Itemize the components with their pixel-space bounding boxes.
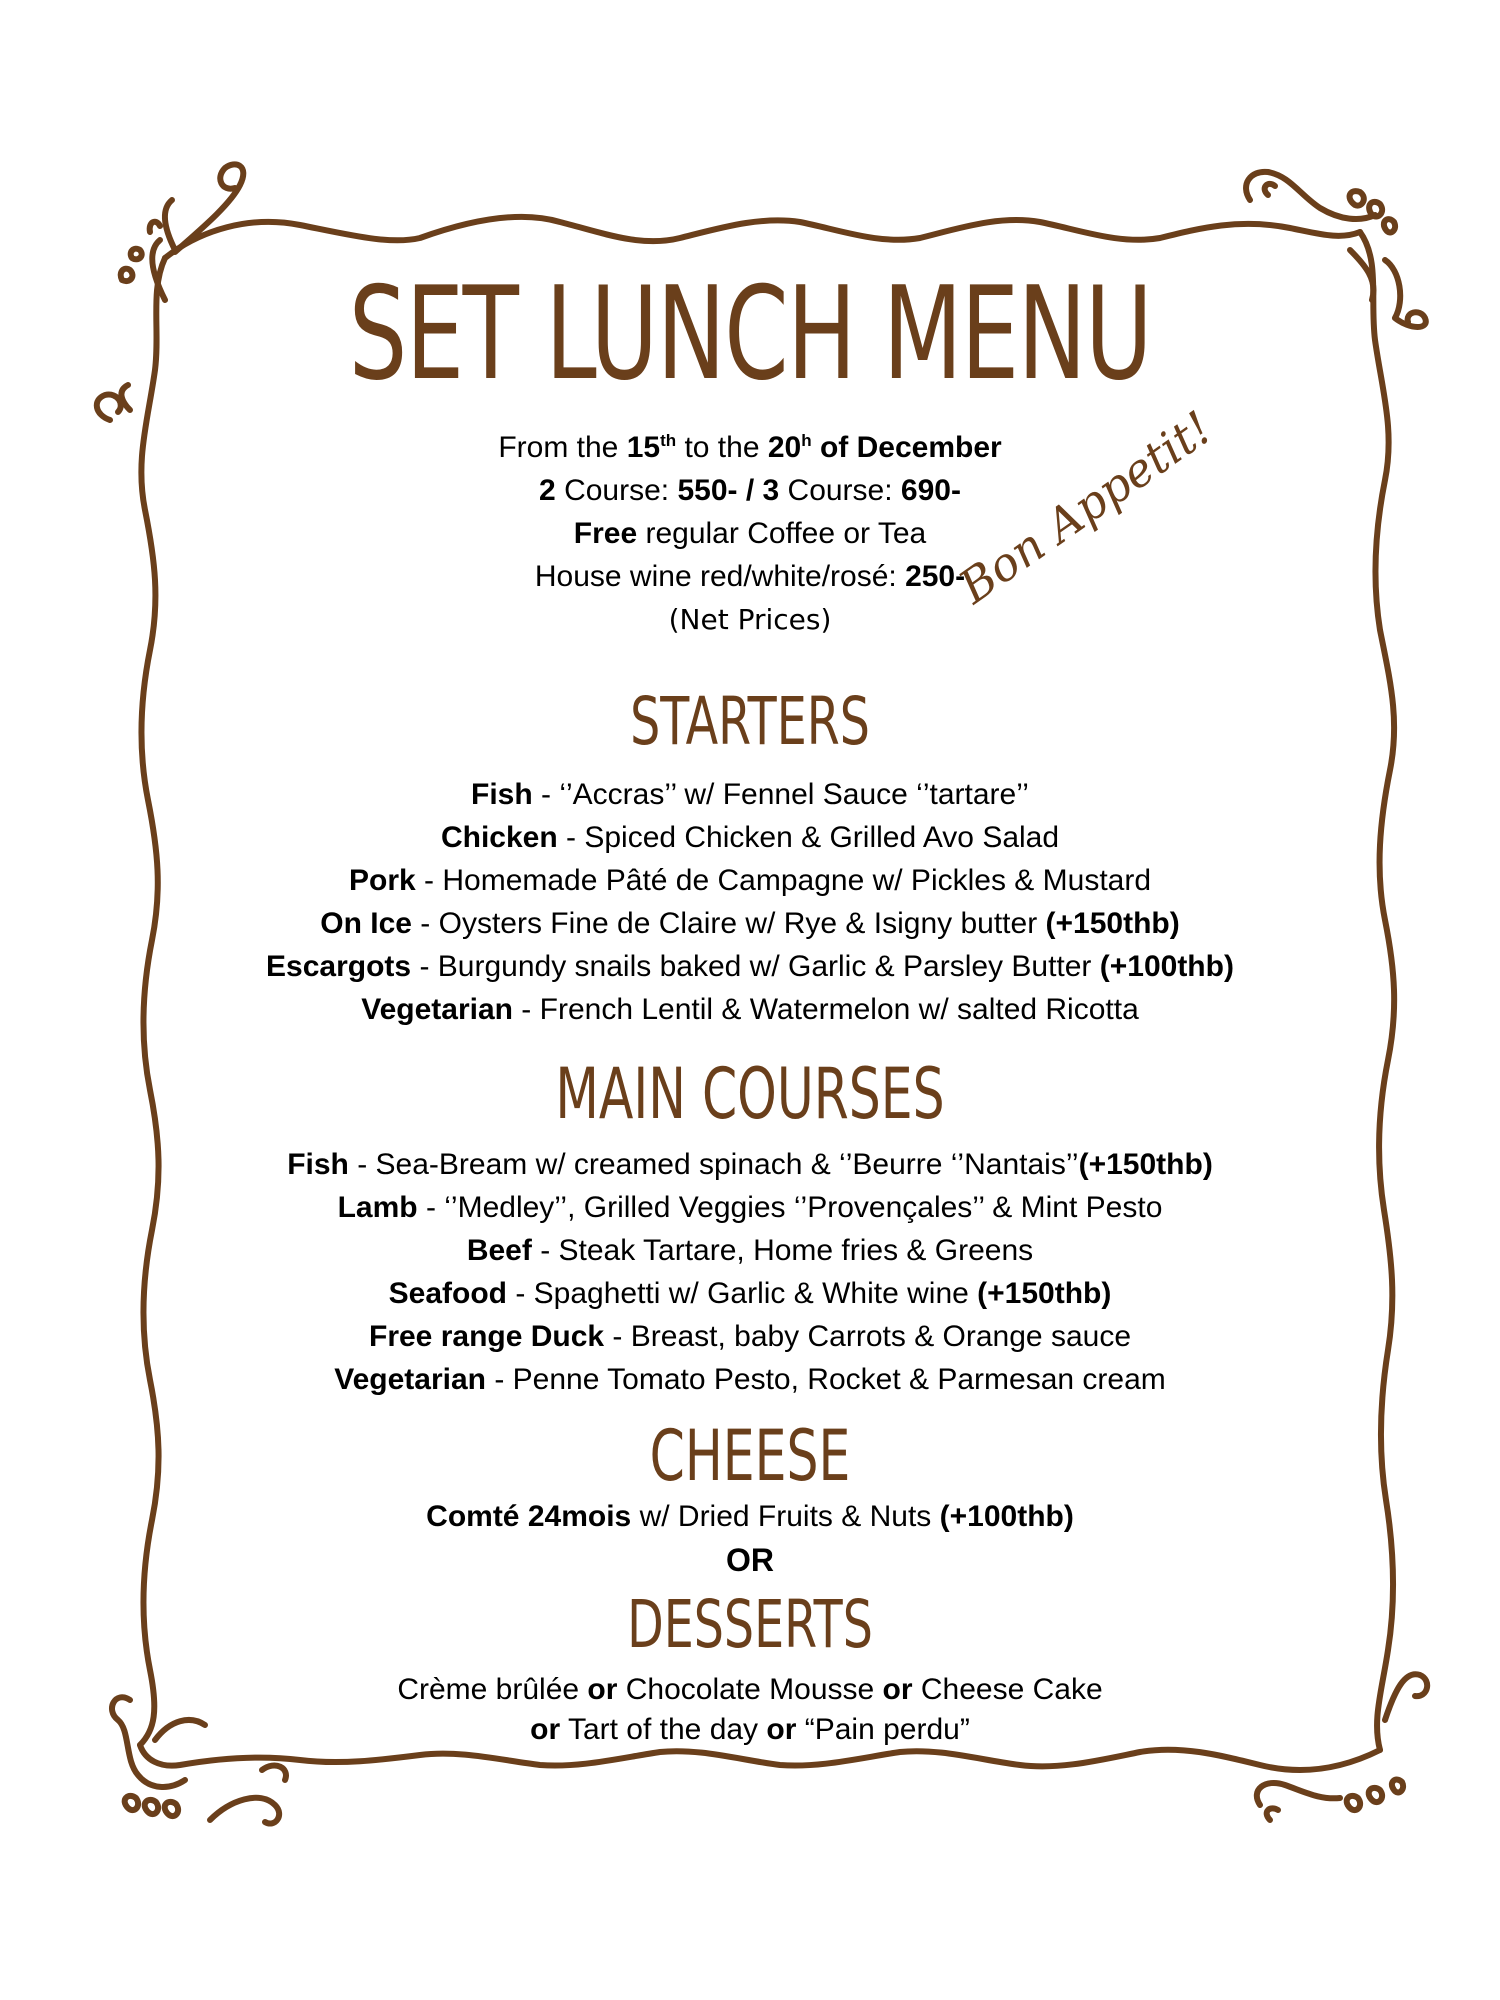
cheese-item: Comté 24mois w/ Dried Fruits & Nuts (+100thb) bbox=[426, 1500, 1074, 1533]
date-range-line: From the 15th to the 20$^h$ of December bbox=[498, 431, 1002, 464]
starters-heading: STARTERS bbox=[630, 683, 870, 760]
main-item: Free range Duck - Breast, baby Carrots & Orange sauce bbox=[369, 1320, 1131, 1353]
net-prices-note: (Net Prices) bbox=[668, 603, 832, 636]
main-item: Beef - Steak Tartare, Home fries & Greens bbox=[466, 1234, 1034, 1267]
main-item: Vegetarian - Penne Tomato Pesto, Rocket & Parmesan cream bbox=[334, 1363, 1166, 1396]
starter-item: On Ice - Oysters Fine de Claire w/ Rye & Isigny butter (+150thb) bbox=[320, 907, 1180, 940]
menu-content bbox=[150, 260, 1350, 1750]
starter-item: Pork - Homemade Pâté de Campagne w/ Pickles & Mustard bbox=[348, 864, 1152, 897]
main-item: Lamb - ‘’Medley’’, Grilled Veggies ‘’Provençales’’ & Mint Pesto bbox=[337, 1191, 1163, 1224]
wine-line: House wine red/white/rosé: 250- bbox=[534, 560, 966, 593]
bon-appetit-script: Bon Appetit! bbox=[949, 400, 1222, 614]
starter-item: Escargots - Burgundy snails baked w/ Garlic & Parsley Butter (+100thb) bbox=[266, 950, 1234, 983]
starters-list bbox=[150, 773, 1350, 1031]
main-item: Fish - Sea-Bream w/ creamed spinach & ‘’Beurre ‘’Nantais’’(+150thb) bbox=[287, 1148, 1213, 1181]
course-price-line: 2 Course: 550- / 3 Course: 690- bbox=[539, 474, 961, 507]
starter-item: Vegetarian - French Lentil & Watermelon w/ salted Ricotta bbox=[361, 993, 1139, 1026]
main-item: Seafood - Spaghetti w/ Garlic & White wine (+150thb) bbox=[388, 1277, 1112, 1310]
coffee-line: Free regular Coffee or Tea bbox=[573, 517, 927, 550]
desserts-heading: DESSERTS bbox=[627, 1586, 873, 1663]
dessert-line-1: Crème brûlée or Chocolate Mousse or Cheese Cake bbox=[397, 1673, 1103, 1706]
starter-item: Fish - ‘’Accras’’ w/ Fennel Sauce ‘’tartare’’ bbox=[471, 778, 1029, 811]
main-courses-heading: MAIN COURSES bbox=[555, 1053, 945, 1135]
menu-title: SET LUNCH MENU bbox=[348, 260, 1152, 409]
cheese-heading: CHEESE bbox=[649, 1415, 851, 1497]
dessert-line-2: or Tart of the day or “Pain perdu” bbox=[530, 1713, 970, 1746]
menu-info bbox=[150, 426, 1350, 641]
starter-item: Chicken - Spiced Chicken & Grilled Avo Salad bbox=[440, 821, 1060, 854]
or-separator: OR bbox=[726, 1542, 774, 1578]
main-courses-list bbox=[150, 1143, 1350, 1401]
